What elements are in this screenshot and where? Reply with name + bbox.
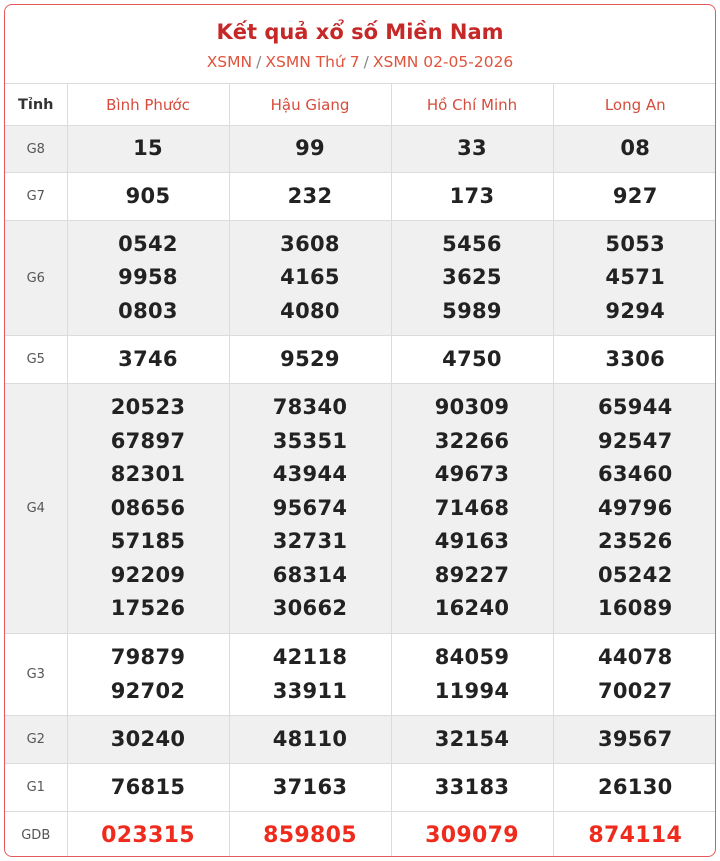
prize-cell (391, 384, 553, 634)
special-prize-number: 859805 (263, 823, 357, 848)
results-table (5, 84, 716, 857)
prize-number: 33911 (272, 678, 348, 703)
prize-cell (67, 221, 229, 336)
prize-row-g7 (5, 173, 716, 221)
province-column-label: Tỉnh (5, 84, 67, 126)
prize-cell (67, 764, 229, 812)
prize-number: 3608 (280, 231, 340, 256)
prize-cell (229, 634, 391, 716)
prize-number: 3746 (118, 346, 178, 371)
prize-cell (67, 126, 229, 173)
prize-cell (67, 812, 229, 858)
prize-cell (229, 384, 391, 634)
prize-number: 16240 (434, 596, 510, 621)
prize-number: 0803 (118, 298, 178, 323)
prize-row-g2 (5, 716, 716, 764)
prize-number: 71468 (434, 495, 510, 520)
prize-number: 67897 (110, 428, 186, 453)
prize-cell (391, 716, 553, 764)
prize-number: 90309 (434, 395, 510, 420)
prize-cell (229, 716, 391, 764)
prize-number: 26130 (597, 774, 673, 799)
prize-label: G4 (5, 384, 67, 634)
prize-cell (391, 221, 553, 336)
page-title: Kết quả xổ số Miền Nam (216, 20, 504, 44)
results-header (5, 5, 715, 84)
prize-label: G8 (5, 126, 67, 173)
breadcrumb-link-xsmn-date[interactable]: XSMN 02-05-2026 (372, 53, 514, 71)
special-prize-number: 874114 (588, 823, 683, 848)
prize-number: 82301 (110, 462, 186, 487)
prize-number: 173 (449, 183, 495, 208)
prize-label: G5 (5, 336, 67, 384)
prize-number: 49673 (434, 462, 510, 487)
prize-number: 78340 (272, 395, 348, 420)
prize-number: 32731 (272, 529, 348, 554)
province-link[interactable]: Long An (604, 95, 666, 114)
province-link[interactable]: Bình Phước (106, 95, 190, 114)
prize-number: 44078 (597, 645, 673, 669)
prize-cell (67, 716, 229, 764)
prize-label: G2 (5, 716, 67, 764)
prize-number: 4165 (280, 265, 340, 290)
prize-number: 70027 (597, 678, 673, 703)
prize-label: G3 (5, 634, 67, 716)
prize-cell (553, 764, 716, 812)
breadcrumb-separator: / (256, 53, 262, 71)
prize-number: 48110 (272, 726, 348, 751)
prize-number: 92547 (597, 428, 673, 453)
prize-number: 5456 (442, 231, 502, 256)
prize-number: 35351 (272, 428, 348, 453)
prize-number: 32154 (434, 726, 510, 751)
prize-number: 232 (287, 183, 333, 208)
prize-cell (67, 634, 229, 716)
prize-cell (391, 812, 553, 858)
prize-row-g4 (5, 384, 716, 634)
prize-number: 16089 (597, 596, 673, 621)
prize-number: 39567 (597, 726, 673, 751)
prize-number: 9529 (280, 346, 340, 371)
prize-number: 95674 (272, 495, 348, 520)
prize-number: 3625 (442, 265, 502, 290)
prize-cell (553, 812, 716, 858)
prize-cell (553, 126, 716, 173)
prize-number: 9294 (605, 298, 666, 323)
prize-cell (553, 634, 716, 716)
prize-number: 84059 (434, 645, 510, 669)
prize-number: 33183 (434, 774, 510, 799)
prize-number: 63460 (597, 462, 673, 487)
prize-label: GDB (5, 812, 67, 858)
prize-cell (553, 221, 716, 336)
prize-number: 05242 (597, 562, 673, 587)
prize-cell (553, 716, 716, 764)
prize-cell (391, 126, 553, 173)
prize-number: 4571 (605, 265, 666, 290)
prize-cell (67, 173, 229, 221)
prize-number: 927 (612, 183, 658, 208)
prize-table-body (5, 126, 716, 858)
prize-cell (229, 173, 391, 221)
prize-number: 905 (125, 183, 171, 208)
prize-number: 76815 (110, 774, 186, 799)
prize-number: 42118 (272, 645, 348, 669)
prize-cell (391, 634, 553, 716)
special-prize-number: 309079 (425, 823, 519, 848)
prize-number: 30240 (110, 726, 186, 751)
prize-cell (553, 336, 716, 384)
prize-number: 79879 (110, 645, 186, 669)
prize-number: 33 (457, 136, 487, 161)
prize-number: 5053 (605, 231, 666, 256)
prize-number: 08 (620, 136, 651, 161)
prize-number: 37163 (272, 774, 348, 799)
prize-cell (67, 336, 229, 384)
prize-number: 57185 (110, 529, 186, 554)
breadcrumb-link-xsmn-thu-7[interactable]: XSMN Thứ 7 (265, 53, 360, 71)
prize-number: 11994 (434, 678, 510, 703)
prize-cell (391, 173, 553, 221)
prize-row-g1 (5, 764, 716, 812)
prize-label: G7 (5, 173, 67, 221)
prize-number: 4080 (280, 298, 340, 323)
prize-row-g5 (5, 336, 716, 384)
breadcrumb (5, 52, 715, 72)
province-link[interactable]: Hậu Giang (270, 95, 350, 114)
prize-number: 9958 (118, 265, 178, 290)
prize-number: 89227 (434, 562, 510, 587)
prize-cell (391, 336, 553, 384)
province-header[interactable] (391, 84, 553, 126)
prize-label: G1 (5, 764, 67, 812)
prize-cell (229, 221, 391, 336)
province-header[interactable] (229, 84, 391, 126)
prize-number: 0542 (118, 231, 178, 256)
prize-row-g8 (5, 126, 716, 173)
prize-number: 20523 (110, 395, 186, 420)
province-header-row (5, 84, 716, 126)
prize-number: 49163 (434, 529, 510, 554)
prize-number: 4750 (442, 346, 502, 371)
prize-row-gdb (5, 812, 716, 858)
prize-number: 23526 (597, 529, 673, 554)
province-link[interactable]: Hồ Chí Minh (426, 95, 518, 114)
prize-number: 92702 (110, 678, 186, 703)
prize-row-g6 (5, 221, 716, 336)
prize-cell (229, 336, 391, 384)
province-header[interactable] (67, 84, 229, 126)
prize-cell (67, 384, 229, 634)
prize-row-g3 (5, 634, 716, 716)
prize-number: 68314 (272, 562, 348, 587)
prize-number: 3306 (605, 346, 666, 371)
prize-number: 99 (295, 136, 325, 161)
results-card (4, 4, 716, 857)
province-header[interactable] (553, 84, 716, 126)
prize-number: 43944 (272, 462, 348, 487)
prize-number: 92209 (110, 562, 186, 587)
prize-number: 5989 (442, 298, 502, 323)
prize-number: 15 (133, 136, 163, 161)
prize-cell (229, 812, 391, 858)
prize-number: 49796 (597, 495, 673, 520)
prize-cell (553, 173, 716, 221)
prize-number: 32266 (434, 428, 510, 453)
prize-number: 17526 (110, 596, 186, 621)
prize-label: G6 (5, 221, 67, 336)
breadcrumb-link-xsmn[interactable]: XSMN (206, 53, 253, 71)
prize-number: 30662 (272, 596, 348, 621)
breadcrumb-separator: / (363, 53, 369, 71)
prize-number: 08656 (110, 495, 186, 520)
prize-cell (229, 764, 391, 812)
special-prize-number: 023315 (101, 823, 195, 848)
prize-number: 65944 (597, 395, 673, 420)
prize-cell (553, 384, 716, 634)
prize-cell (229, 126, 391, 173)
prize-cell (391, 764, 553, 812)
